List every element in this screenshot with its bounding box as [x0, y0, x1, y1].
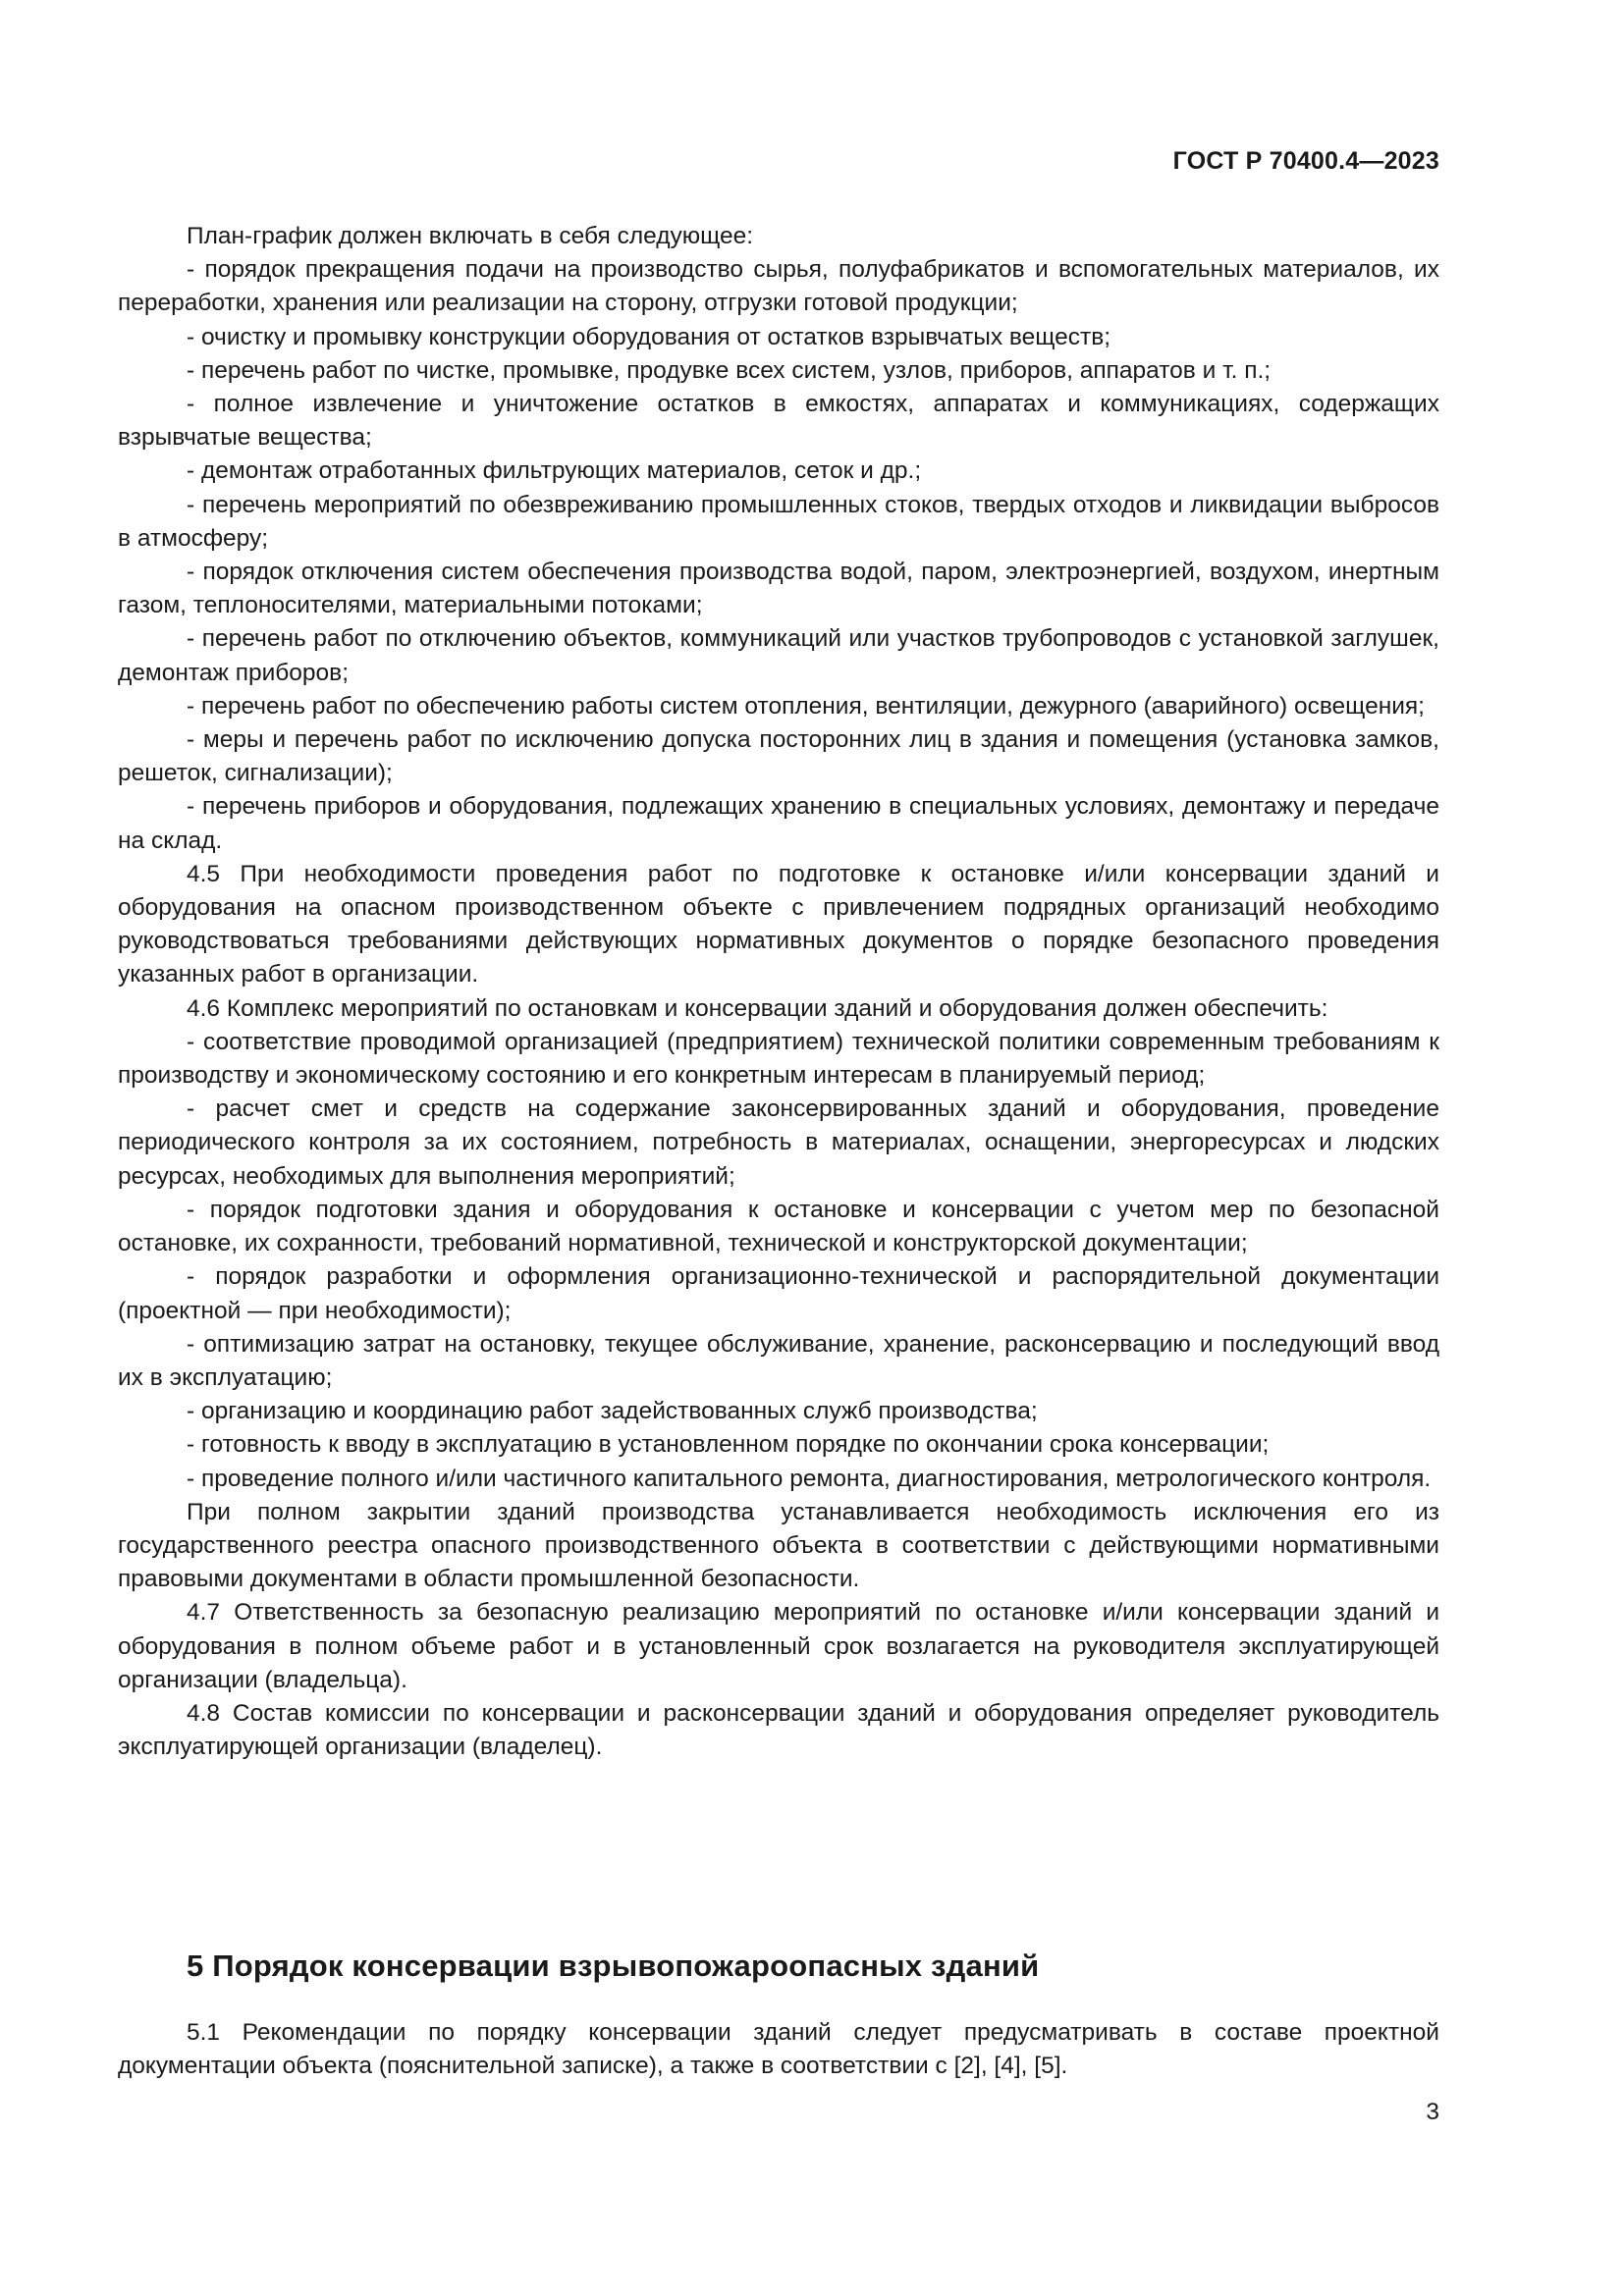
clause-4-8: 4.8 Состав комиссии по консервации и расконсервации зданий и оборудования определяет руководитель эксплуатирующей организации (владелец).	[118, 1699, 1439, 1761]
list-item: - оптимизацию затрат на остановку, текущее обслуживание, хранение, расконсервацию и последующий ввод их в эксплуатацию;	[118, 1330, 1439, 1391]
list-item: - меры и перечень работ по исключению допуска посторонних лиц в здания и помещения (установка замков, решеток, сигнализации);	[118, 726, 1439, 787]
list-item: - расчет смет и средств на содержание законсервированных зданий и оборудования, проведение периодического контроля за их состоянием, потребность в материалах, оснащении, энергоресурсах и людских ресурсах, необходимых для выполнения мероприятий;	[118, 1095, 1439, 1190]
list-item: - очистку и промывку конструкции оборудования от остатков взрывчатых веществ;	[187, 323, 1111, 350]
clause-5-1: 5.1 Рекомендации по порядку консервации зданий следует предусматривать в составе проектной документации объекта (пояснительной записке), а также в соответствии с [2], [4], [5].	[118, 2019, 1439, 2080]
list-item: - перечень приборов и оборудования, подлежащих хранению в специальных условиях, демонтажу и передаче на склад.	[118, 793, 1439, 854]
list-item: - проведение полного и/или частичного капитального ремонта, диагностирования, метрологического контроля.	[187, 1465, 1432, 1492]
section-5-body	[118, 2016, 1439, 2083]
list-item: - порядок подготовки здания и оборудования к остановке и консервации с учетом мер по безопасной остановке, их сохранности, требований нормативной, технической и конструкторской документации;	[118, 1196, 1439, 1257]
list-item: - перечень работ по отключению объектов, коммуникаций или участков трубопроводов с установкой заглушек, демонтаж приборов;	[118, 625, 1439, 686]
clause-4-6: 4.6 Комплекс мероприятий по остановкам и консервации зданий и оборудования должен обеспечить:	[187, 994, 1328, 1022]
clause-4-7: 4.7 Ответственность за безопасную реализацию мероприятий по остановке и/или консервации зданий и оборудования в полном объеме работ и в установленный срок возлагается на руководителя эксплуатирующей организации (владельца).	[118, 1599, 1439, 1693]
list-item: - порядок прекращения подачи на производство сырья, полуфабрикатов и вспомогательных материалов, их переработки, хранения или реализации на сторону, отгрузки готовой продукции;	[118, 256, 1439, 317]
list-item: - демонтаж отработанных фильтрующих материалов, сеток и др.;	[187, 457, 922, 485]
list-item: - перечень работ по чистке, промывке, продувке всех систем, узлов, приборов, аппаратов и т. п.;	[187, 356, 1272, 384]
list-item: - организацию и координацию работ задействованных служб производства;	[187, 1398, 1038, 1425]
list-item: - соответствие проводимой организацией (предприятием) технической политики современным требованиям к производству и экономическому состоянию и его конкретным интересам в планируемый период;	[118, 1028, 1439, 1090]
clause-4-5: 4.5 При необходимости проведения работ по подготовке к остановке и/или консервации зданий и оборудования на опасном производственном объекте с привлечением подрядных организаций необходимо руководствоваться требованиями действующих нормативных документов о порядке безопасного проведения указанных работ в организации.	[118, 860, 1439, 988]
section-5-title: 5 Порядок консервации взрывопожароопасных зданий	[187, 1949, 1040, 1983]
list-item: - перечень работ по обеспечению работы систем отопления, вентиляции, дежурного (аварийного) освещения;	[187, 692, 1425, 720]
page-number: 3	[1426, 2099, 1439, 2125]
list-item: - перечень мероприятий по обезвреживанию промышленных стоков, твердых отходов и ликвидации выбросов в атмосферу;	[118, 491, 1439, 552]
paragraph: План-график должен включать в себя следующее:	[187, 223, 754, 249]
list-item: - полное извлечение и уничтожение остатков в емкостях, аппаратах и коммуникациях, содержащих взрывчатые вещества;	[118, 391, 1439, 452]
document-code-header: ГОСТ Р 70400.4—2023	[1172, 147, 1439, 175]
list-item: - порядок отключения систем обеспечения производства водой, паром, электроэнергией, воздухом, инертным газом, теплоносителями, материальными потоками;	[118, 559, 1439, 619]
list-item: - порядок разработки и оформления организационно-технической и распорядительной документации (проектной — при необходимости);	[118, 1263, 1439, 1324]
body-text	[118, 220, 1439, 1764]
list-item: - готовность к вводу в эксплуатацию в установленном порядке по окончании срока консервации;	[187, 1431, 1270, 1459]
paragraph: При полном закрытии зданий производства устанавливается необходимость исключения его из государственного реестра опасного производственного объекта в соответствии с действующими нормативными правовыми документами в области промышленной безопасности.	[118, 1498, 1439, 1593]
